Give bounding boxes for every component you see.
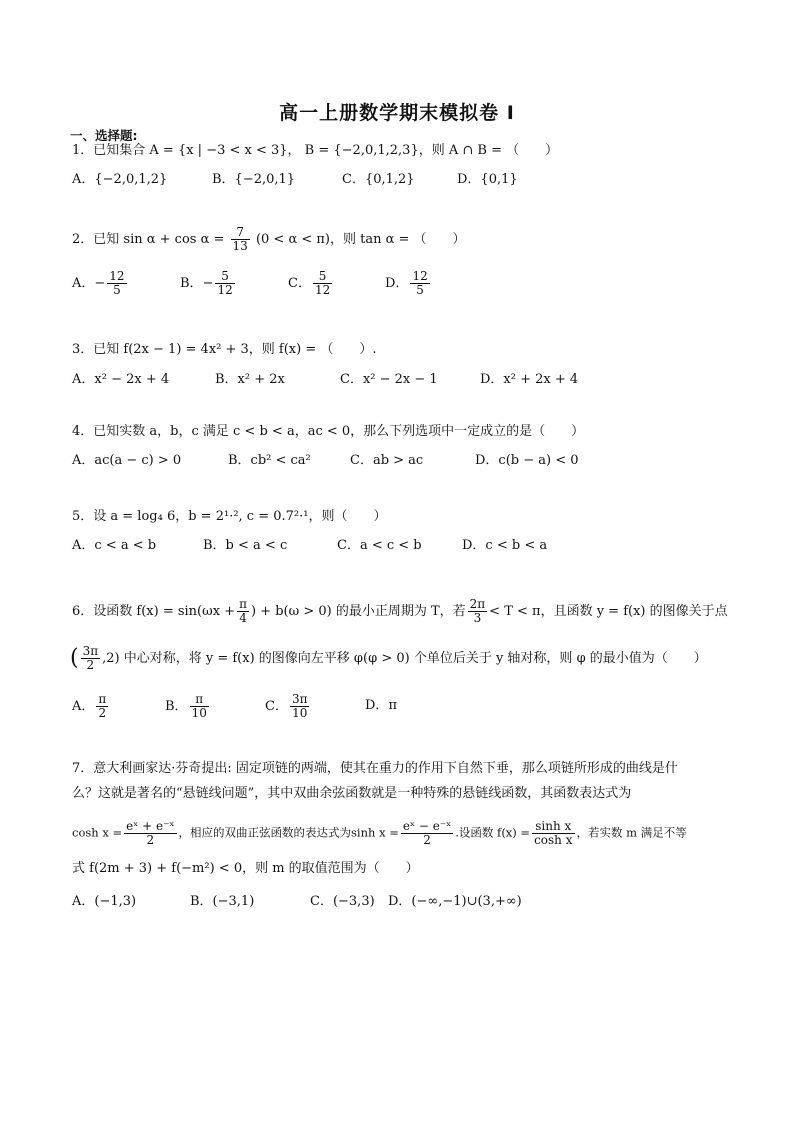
option-fraction: [410, 270, 429, 297]
q7-option-a: A．(−1,3): [72, 894, 137, 909]
question-7-line-1: 7．意大利画家达·芬奇提出: 固定项链的两端，使其在重力的作用下自然下垂，那么项链所形成的曲线是什: [72, 761, 678, 776]
q7-mid-text: ，相应的双曲正弦函数的表达式为: [178, 825, 352, 840]
frac-den: 2: [98, 706, 107, 720]
option-fraction: [96, 693, 108, 720]
section-heading: 一、选择题:: [70, 128, 138, 143]
frac-den: 2: [86, 658, 95, 672]
f-fraction: [532, 820, 574, 847]
frac-num: eˣ + e⁻ˣ: [126, 819, 175, 833]
frac-num: π: [190, 693, 209, 707]
option-fraction: [215, 270, 234, 297]
option-label: B．: [180, 276, 203, 291]
option-label: D．: [385, 276, 409, 291]
frac-den: 3: [473, 611, 482, 625]
cosh-fraction: [124, 820, 176, 847]
option-sign: −: [94, 276, 106, 291]
q7-line3-post: ，若实数 m 满足不等: [576, 825, 687, 840]
q5-option-c: C．a < c < b: [337, 538, 422, 553]
question-6-line-2: [70, 645, 707, 672]
q2-fraction: [231, 226, 250, 253]
cosh-label: cosh x =: [72, 825, 123, 840]
q6-t-fraction: [468, 598, 488, 625]
option-fraction: [313, 270, 332, 297]
frac-den: 2: [423, 833, 431, 847]
question-7-line-2: 么？这就是著名的“悬链线问题”，其中双曲余弦函数就是一种特殊的悬链线函数，其函数表达式为: [72, 786, 632, 801]
question-6-line-1: [72, 598, 728, 625]
sinh-fraction: [401, 820, 453, 847]
frac-num: π: [239, 597, 247, 611]
frac-den: 12: [314, 283, 331, 297]
option-label: A．: [72, 276, 95, 291]
option-fraction: [107, 270, 126, 297]
frac-num: π: [98, 692, 107, 706]
q2-option-a: [72, 270, 129, 297]
q6-option-c: [265, 693, 311, 720]
q7-set-f: .设函数 f(x) =: [455, 825, 531, 840]
q3-option-c: C．x² − 2x − 1: [340, 372, 438, 387]
frac-den: cosh x: [534, 833, 573, 847]
q6-option-b: [165, 693, 211, 720]
frac-num: 2π: [469, 597, 486, 611]
option-label: C．: [288, 276, 311, 291]
q2-option-b: [180, 270, 237, 297]
question-4-stem: 4．已知实数 a，b，c 满足 c < b < a，ac < 0，那么下列选项中一定成立的是（ ）: [72, 424, 585, 439]
frac-den: 5: [416, 283, 424, 297]
frac-den: 10: [191, 706, 207, 720]
frac-num: sinh x: [532, 820, 574, 834]
q3-option-d: D．x² + 2x + 4: [480, 372, 579, 387]
question-5-stem: 5．设 a = log₄ 6，b = 2¹·², c = 0.7²·¹，则（ ）: [72, 509, 387, 524]
q3-option-b: B．x² + 2x: [215, 372, 285, 387]
page-title: 高一上册数学期末模拟卷 I: [279, 102, 515, 124]
q2-option-d: [385, 270, 432, 297]
question-2-stem: [72, 226, 466, 253]
frac-num: 5: [215, 270, 234, 284]
frac-den: 4: [239, 611, 247, 625]
option-sign: −: [202, 276, 214, 291]
frac-num: 12: [412, 269, 428, 283]
q1-option-b: B．{−2,0,1}: [212, 172, 296, 187]
option-label: B．: [165, 699, 188, 714]
question-7-line-3: [72, 820, 687, 847]
question-7-line-4: 式 f(2m + 3) + f(−m²) < 0，则 m 的取值范围为（ ）: [72, 861, 419, 876]
frac-den: 2: [146, 833, 155, 847]
q6-point-fraction: [81, 645, 101, 672]
q5-option-b: B．b < a < c: [203, 538, 288, 553]
q6-option-d: [365, 697, 397, 715]
q2-frac-num: 7: [231, 226, 250, 240]
q7-option-d: D．(−∞,−1)∪(3,+∞): [388, 894, 522, 909]
question-1-stem: 1．已知集合 A = {x | −3 < x < 3}， B = {−2,0,1,2,3}，则 A ∩ B = （ ）: [72, 143, 559, 158]
q2-stem-pre: 2．已知 sin α + cos α =: [72, 232, 225, 247]
option-fraction: [290, 693, 310, 720]
question-3-stem: 3．已知 f(2x − 1) = 4x² + 3，则 f(x) = （ ）.: [72, 342, 377, 357]
q4-option-c: C．ab > ac: [350, 453, 424, 468]
option-fraction: [190, 693, 209, 720]
q5-option-a: A．c < a < b: [72, 538, 157, 553]
frac-den: 12: [217, 283, 233, 297]
sinh-label: sinh x =: [351, 825, 399, 840]
q2-stem-post: (0 < α < π)，则 tan α = （ ）: [255, 232, 466, 247]
frac-num: 12: [109, 269, 125, 283]
option-label: A．: [72, 699, 95, 714]
left-paren: (: [70, 645, 79, 671]
q7-option-c: C．(−3,3): [310, 894, 375, 909]
q5-option-d: D．c < b < a: [462, 538, 548, 553]
q6-line1-mid: ) + b(ω > 0) 的最小正周期为 T，若: [250, 604, 466, 619]
q2-option-c: [288, 270, 334, 297]
q7-option-b: B．(−3,1): [190, 894, 255, 909]
q6-line1-pre: 6．设函数 f(x) = sin(ωx +: [72, 604, 236, 619]
q6-option-a: [72, 693, 110, 720]
q4-option-b: B．cb² < ca²: [228, 453, 311, 468]
option-value: π: [388, 698, 397, 713]
q6-line1-post: < T < π，且函数 y = f(x) 的图像关于点: [489, 604, 728, 619]
q6-pi4-fraction: [237, 598, 249, 625]
frac-den: 5: [113, 283, 121, 297]
q4-option-d: D．c(b − a) < 0: [475, 453, 579, 468]
q6-line2-text: ,2) 中心对称，将 y = f(x) 的图像向左平移 φ(φ > 0) 个单位后关于 y 轴对称，则 φ 的最小值为（ ）: [102, 651, 707, 666]
q1-option-a: A．{−2,0,1,2}: [72, 172, 168, 187]
frac-num: 3π: [291, 692, 308, 706]
frac-den: 10: [292, 706, 308, 720]
q1-option-d: D．{0,1}: [457, 172, 518, 187]
frac-num: eˣ − e⁻ˣ: [402, 819, 452, 833]
q3-option-a: A．x² − 2x + 4: [72, 372, 170, 387]
q2-frac-den: 13: [232, 239, 248, 253]
q4-option-a: A．ac(a − c) > 0: [72, 453, 182, 468]
option-label: C．: [265, 699, 288, 714]
q1-option-c: C．{0,1,2}: [342, 172, 415, 187]
option-label: D．: [365, 698, 389, 713]
frac-num: 3π: [82, 644, 99, 658]
frac-num: 5: [313, 270, 332, 284]
